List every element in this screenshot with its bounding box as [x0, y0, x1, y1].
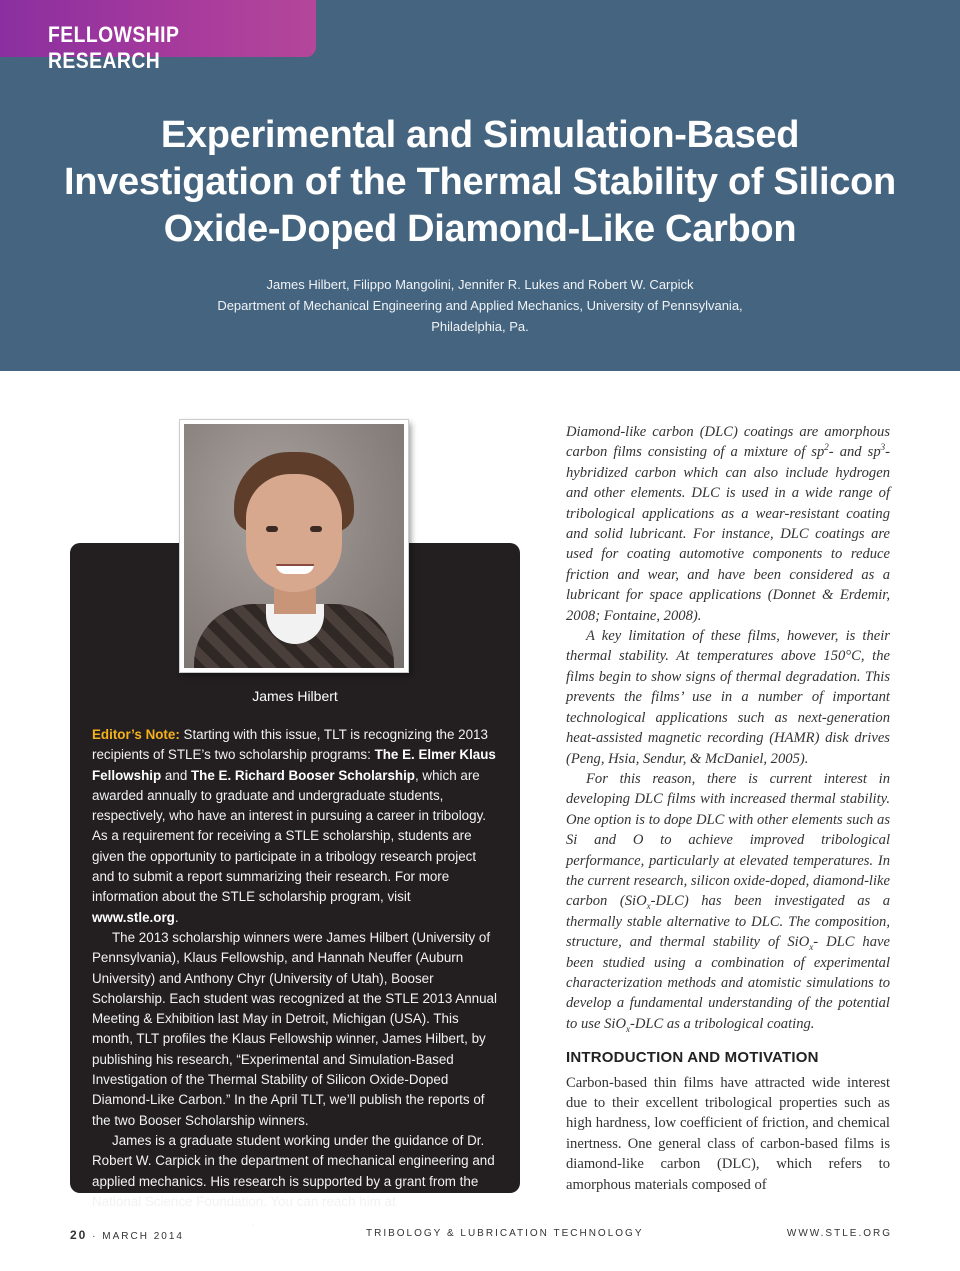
photo-eye-right: [310, 526, 322, 532]
text-run: -hybridized carbon which can also include hydrogen and other elements. DLC is used in a wide range of tribological applications as a wear-resistant coating and solid lubricant. For instance, DLC coatings are used for coating automotive components to reduce friction and wear, and have been considered as a lubricant for space applications (Donnet & Erdemir, 2008; Fontaine, 2008).: [566, 444, 891, 624]
author-photo: [180, 420, 408, 672]
page-number: 20: [70, 1228, 88, 1242]
abstract-paragraph-3: [566, 769, 890, 1034]
editors-note-paragraph-3: [92, 1131, 500, 1232]
affiliation-line-2: Philadelphia, Pa.: [431, 319, 529, 334]
website-url[interactable]: WWW.STLE.ORG: [786, 1228, 892, 1239]
abstract-paragraph-1: [566, 422, 890, 626]
text-run: - DLC have been studied using a combination of experimental characterization methods and atomistic simulations to develop a fundamental understanding of the potential to use SiO: [566, 934, 890, 1032]
portrait-image: [184, 424, 404, 668]
publication-name: TRIBOLOGY & LUBRICATION TECHNOLOGY: [366, 1228, 644, 1239]
text-run: For this reason, there is current interest in developing DLC films with increased thermal stability. One option is to dope DLC with other elements such as Si and O to achieve improved tribological performance, particularly at elevated temperatures. In the current research, silicon oxide-doped, diamond-like carbon (SiO: [566, 770, 890, 910]
text-run: - and sp: [828, 444, 881, 461]
superscript: 3: [880, 442, 886, 453]
author-list: James Hilbert, Filippo Mangolini, Jennifer R. Lukes and Robert W. Carpick: [266, 277, 694, 292]
affiliation-line-1: Department of Mechanical Engineering and Applied Mechanics, University of Pennsylvania,: [217, 298, 743, 313]
section-heading: INTRODUCTION AND MOTIVATION: [566, 1049, 819, 1067]
editors-note-text: [92, 725, 500, 1232]
page-footer: [70, 1228, 892, 1242]
stle-website-link[interactable]: www.stle.org: [92, 909, 175, 925]
author-email-link[interactable]: hilbertj@seas.upenn.edu: [92, 1214, 251, 1230]
booser-scholarship-name: The E. Richard Booser Scholarship: [191, 767, 415, 783]
editors-note-paragraph-2: The 2013 scholarship winners were James Hilbert (University of Pennsylvania), Klaus Fellowship, and Hannah Neuffer (Auburn University) and Anthony Chyr (University of Utah), Booser Scholarship. Each student was recognized at the STLE 2013 Annual Meeting & Exhibition last May in Detroit, Michigan (USA). This month, TLT profiles the Klaus Fellowship winner, James Hilbert, by publishing his research, “Experimental and Simulation-Based Investigation of the Thermal Stability of Silicon Oxide-Doped Diamond-Like Carbon.” In the April TLT, we’ll publish the reports of the two Booser Scholarship winners.: [92, 929, 497, 1128]
klaus-fellowship-name: The E. Elmer Klaus Fellowship: [92, 747, 496, 783]
editors-note-label: Editor’s Note:: [92, 727, 180, 742]
text-run: -DLC as a tribological coating.: [630, 1015, 815, 1032]
abstract-paragraph-2: A key limitation of these films, however, is their thermal stability. At temperatures above 150°C, the films begin to show signs of thermal degradation. This prevents the films’ use in a number of important technological applications such as next-generation heat-assisted magnetic recording (HAMR) disk drives (Peng, Hsia, Sendur, & McDaniel, 2005).: [566, 628, 890, 767]
photo-eye-left: [266, 526, 278, 532]
editors-note-paragraph-1: [92, 725, 500, 928]
section-tag: [0, 0, 316, 73]
photo-face: [246, 474, 342, 592]
text-run: .: [250, 1214, 255, 1230]
author-block: [160, 274, 800, 337]
text-run: James is a graduate student working under the guidance of Dr. Robert W. Carpick in the department of mechanical engineering and applied mechanics. His research is supported by a grant from the National Science Foundation. You can reach him at: [92, 1132, 495, 1209]
article-title: Experimental and Simulation-Based Investigation of the Thermal Stability of Silicon Oxide-Doped Diamond-Like Carbon: [64, 114, 896, 250]
text-run: and: [161, 767, 191, 783]
subscript: x: [809, 942, 814, 953]
issue-date: MARCH 2014: [102, 1231, 184, 1242]
photo-mouth: [276, 564, 314, 574]
text-run: -DLC) has been investigated as a thermally stable alternative to DLC. The composition, structure, and thermal stability of SiO: [566, 893, 890, 951]
text-run: .: [174, 909, 179, 925]
superscript: 2: [824, 442, 829, 453]
section-tag-label: FELLOWSHIP RESEARCH: [48, 22, 179, 73]
article-body: [566, 422, 890, 1195]
photo-caption: James Hilbert: [252, 688, 338, 704]
footer-separator: ·: [92, 1231, 98, 1242]
text-run: Starting with this issue, TLT is recognizing the 2013 recipients of STLE’s two scholarship programs:: [92, 727, 488, 763]
footer-left: [70, 1228, 184, 1242]
body-paragraph: Carbon-based thin films have attracted wide interest due to their excellent tribological properties such as high hardness, low coefficient of friction, and chemical inertness. One general class of carbon-based films is diamond-like carbon (DLC), which refers to amorphous materials composed of: [566, 1074, 890, 1193]
subscript: x: [626, 1023, 630, 1034]
text-run: Diamond-like carbon (DLC) coatings are amorphous carbon films consisting of a mixture of sp: [566, 424, 890, 461]
subscript: x: [646, 901, 651, 912]
text-run: , which are awarded annually to graduate and undergraduate students, respectively, who have an interest in pursuing a career in tribology. As a requirement for receiving a STLE scholarship, students are given the opportunity to participate in a tribology research project and to submit a report summarizing their research. For more information about the STLE scholarship program, visit: [92, 767, 486, 905]
